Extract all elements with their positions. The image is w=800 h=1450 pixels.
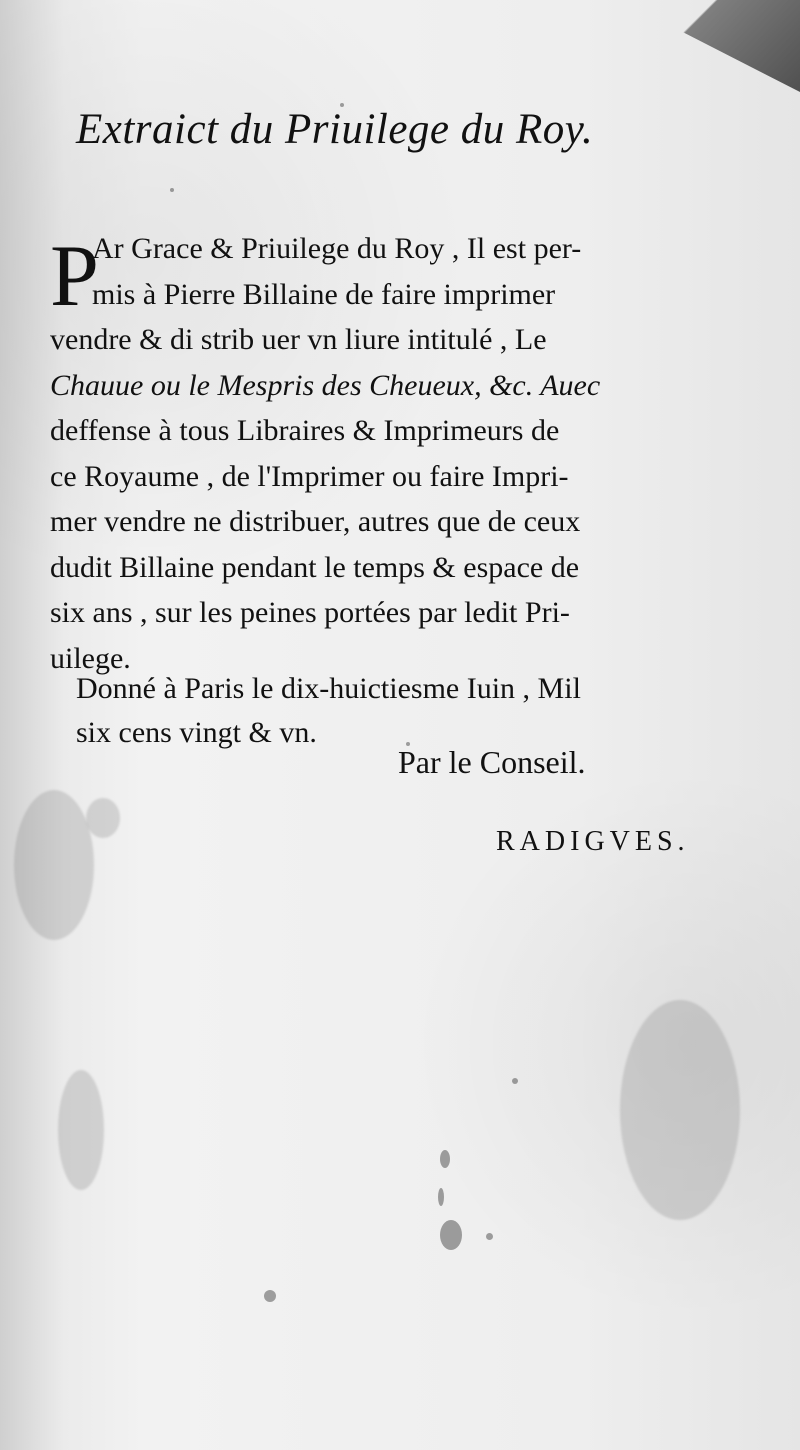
stain xyxy=(620,1000,740,1220)
speck xyxy=(512,1078,518,1084)
text-line: ce Royaume , de l'Imprimer ou faire Impri- xyxy=(50,459,569,493)
dated-line: Donné à Paris le dix-huictiesme Iuin , Mil xyxy=(76,672,581,705)
speck xyxy=(486,1233,493,1240)
text-line: Ar Grace & Priuilege du Roy , Il est per- xyxy=(92,232,582,265)
text-line: six ans , sur les peines portées par ledit Pri- xyxy=(50,596,570,629)
signature: RADIGVES. xyxy=(496,826,690,857)
privilege-text xyxy=(50,226,710,681)
speck xyxy=(264,1290,276,1302)
speck xyxy=(440,1220,462,1250)
dated-paragraph xyxy=(76,667,716,755)
text-line: deffense à tous Libraires & Imprimeurs de xyxy=(50,414,560,447)
text-line: dudit Billaine pendant le temps & espace de xyxy=(50,550,580,584)
speck xyxy=(438,1188,444,1206)
stain xyxy=(58,1070,104,1190)
text-line: mer vendre ne distribuer, autres que de ceux xyxy=(50,505,581,538)
speck xyxy=(170,188,174,192)
privilege-heading: Extraict du Priuilege du Roy. xyxy=(76,106,594,153)
text-line: mis à Pierre Billaine de faire imprimer xyxy=(92,277,556,311)
speck xyxy=(440,1150,450,1168)
text-line: Chauue ou le Mespris des Cheueux, &c. Auec xyxy=(50,368,601,402)
stain xyxy=(14,790,94,940)
page-corner-shadow xyxy=(620,0,800,92)
council-line: Par le Conseil. xyxy=(398,744,586,780)
text-line: uilege. xyxy=(50,641,131,675)
dated-line: six cens vingt & vn. xyxy=(76,716,317,749)
drop-cap: P xyxy=(50,228,99,325)
stain xyxy=(86,798,120,838)
text-line: vendre & di strib uer vn liure intitulé , Le xyxy=(50,323,547,356)
